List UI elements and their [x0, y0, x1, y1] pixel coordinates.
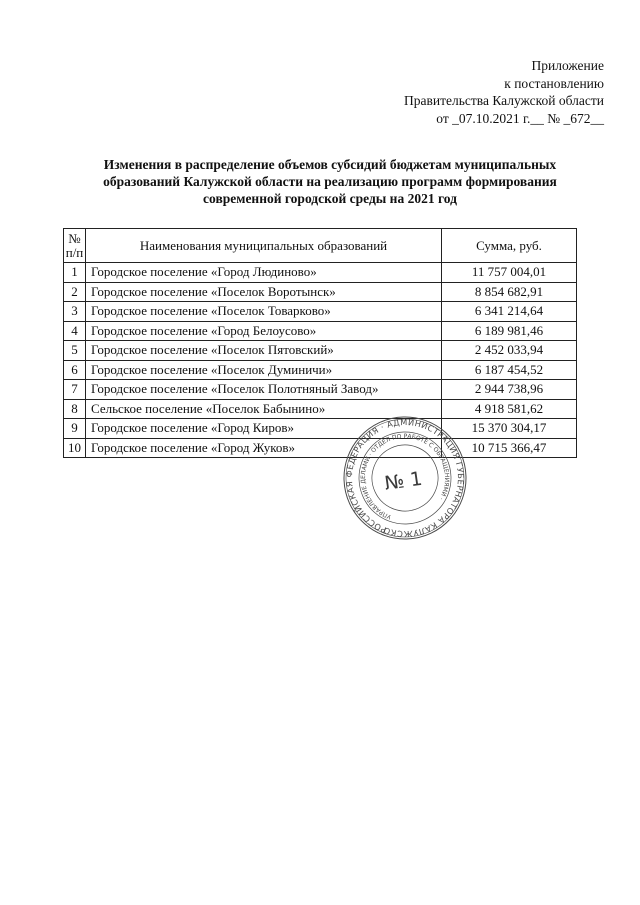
row-name: Городское поселение «Поселок Думиничи»: [86, 360, 442, 380]
row-sum: 2 944 738,96: [442, 380, 577, 400]
row-number: 3: [64, 302, 86, 322]
row-name: Городское поселение «Город Киров»: [86, 419, 442, 439]
row-number: 8: [64, 399, 86, 419]
row-name: Городское поселение «Город Людиново»: [86, 263, 442, 283]
table-row: [64, 419, 577, 439]
row-name: Городское поселение «Поселок Пятовский»: [86, 341, 442, 361]
column-header-sum: Сумма, руб.: [442, 229, 577, 263]
title-line-3: современной городской среды на 2021 год: [203, 191, 457, 206]
row-name: Городское поселение «Город Жуков»: [86, 438, 442, 458]
table-row: [64, 282, 577, 302]
header-line-4: от _07.10.2021 г.__ № _672__: [436, 110, 604, 126]
table-row: [64, 438, 577, 458]
official-seal: [342, 415, 468, 541]
row-number: 7: [64, 380, 86, 400]
header-line-3: Правительства Калужской области: [403, 93, 604, 108]
row-number: 4: [64, 321, 86, 341]
row-number: 1: [64, 263, 86, 283]
seal-graphic: [342, 415, 468, 541]
header-line-2: к постановлению: [504, 75, 604, 91]
table-row: [64, 263, 577, 283]
row-number: 10: [64, 438, 86, 458]
column-header-number-line1: №: [68, 230, 81, 246]
row-sum: 6 341 214,64: [442, 302, 577, 322]
table-row: [64, 399, 577, 419]
row-name: Городское поселение «Поселок Воротынск»: [86, 282, 442, 302]
column-header-name: Наименования муниципальных образований: [86, 229, 442, 263]
row-sum: 6 187 454,52: [442, 360, 577, 380]
row-name: Городское поселение «Поселок Полотняный Завод»: [86, 380, 442, 400]
row-sum: 6 189 981,46: [442, 321, 577, 341]
table-header-row: [64, 229, 577, 263]
row-number: 2: [64, 282, 86, 302]
row-sum: 10 715 366,47: [442, 438, 577, 458]
row-name: Городское поселение «Город Белоусово»: [86, 321, 442, 341]
table-row: [64, 341, 577, 361]
row-name: Городское поселение «Поселок Товарково»: [86, 302, 442, 322]
row-number: 5: [64, 341, 86, 361]
row-number: 6: [64, 360, 86, 380]
seal-center-number: № 1: [383, 467, 424, 495]
row-sum: 15 370 304,17: [442, 419, 577, 439]
row-sum: 4 918 581,62: [442, 399, 577, 419]
column-header-number: [64, 229, 86, 263]
row-number: 9: [64, 419, 86, 439]
table-row: [64, 380, 577, 400]
document-title: [60, 156, 600, 207]
table-row: [64, 302, 577, 322]
row-sum: 2 452 033,94: [442, 341, 577, 361]
subsidy-table: [63, 228, 577, 458]
header-line-1: Приложение: [531, 58, 604, 73]
row-sum: 11 757 004,01: [442, 263, 577, 283]
row-name: Сельское поселение «Поселок Бабынино»: [86, 399, 442, 419]
document-attachment-header: [404, 57, 604, 127]
title-line-2: образований Калужской области на реализацию программ формирования: [103, 174, 557, 189]
seal-outer-text: РОССИЙСКАЯ ФЕДЕРАЦИЯ · АДМИНИСТРАЦИЯ ГУБЕРНАТОРА КАЛУЖСКОЙ: [343, 416, 467, 540]
table-row: [64, 360, 577, 380]
column-header-number-line2: п/п: [65, 244, 84, 260]
seal-inner-text: УПРАВЛЕНИЕ ДЕЛАМИ · ОТДЕЛ ПО РАБОТЕ С ОБРАЩЕНИЯМИ ·: [359, 432, 451, 521]
title-line-1: Изменения в распределение объемов субсидий бюджетам муниципальных: [103, 157, 557, 172]
table-row: [64, 321, 577, 341]
row-sum: 8 854 682,91: [442, 282, 577, 302]
